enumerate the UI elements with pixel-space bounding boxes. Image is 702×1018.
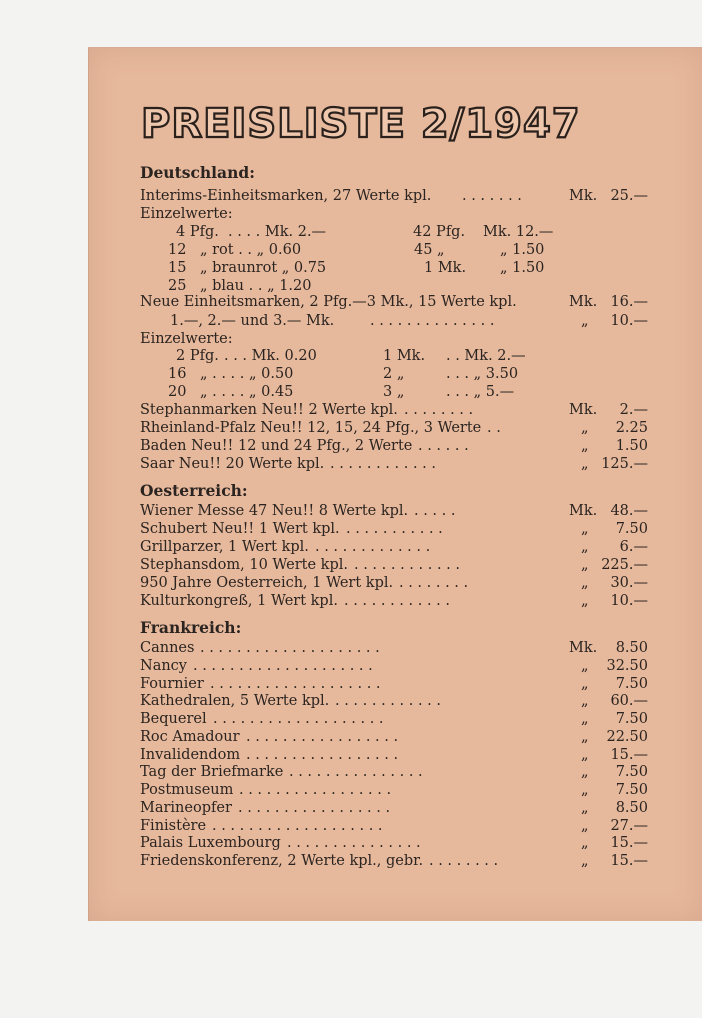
- item-price: 15.—: [610, 835, 648, 852]
- item-label: Invalidendom: [140, 746, 241, 763]
- dot-leader: . . . . . . . . . . . . . . . . . . . .: [200, 640, 380, 656]
- single-values-row: 2 Pfg. . . . Mk. 0.20 1 Mk. . . Mk. 2.—: [176, 348, 526, 364]
- single-values-row: 4 Pfg. . . . . Mk. 2.— 42 Pfg. Mk. 12.—: [176, 224, 554, 240]
- ditto-mark: „: [581, 817, 589, 834]
- dot-leader: . . . . . . . . . . . . . . . . . . . .: [193, 657, 373, 674]
- item-price: 60.—: [610, 693, 648, 710]
- section-heading-deutschland: Deutschland:: [140, 163, 255, 182]
- dot-leader: . . . . . . . . . . . . . . .: [287, 835, 421, 852]
- price-row: [0, 437, 702, 455]
- item-price: 6.—: [619, 539, 648, 555]
- single-values-row: 15 „ braunrot „ 0.75 1 Mk. „ 1.50: [168, 260, 545, 276]
- price-row: [0, 781, 702, 799]
- dot-leader: . . . . .: [414, 503, 456, 519]
- item-price: 1.50: [615, 438, 648, 454]
- item-price: 7.50: [615, 675, 648, 692]
- item-price: 2.25: [615, 420, 648, 436]
- currency-unit: Mk.: [569, 503, 598, 519]
- price-row: Interims-Einheitsmarken, 27 Werte kpl. . . . . . . . Mk. 25.—: [140, 188, 648, 204]
- ditto-mark: „: [581, 853, 589, 869]
- dot-leader: . . . . . . . . . . . . . . . . .: [239, 782, 392, 798]
- ditto-mark: „: [581, 728, 589, 745]
- price-row: [0, 799, 702, 817]
- item-price: 30.—: [610, 575, 648, 591]
- dot-leader: . . . . . . . .: [404, 402, 474, 418]
- single-values-row: 16 „ . . . . „ 0.50 2 „ . . . „ 3.50: [168, 366, 519, 382]
- dot-leader: . . . . . . . . . . . . . . . . . . .: [210, 675, 381, 692]
- item-label: Kulturkongreß, 1 Wert kpl.: [140, 593, 338, 609]
- item-label: Saar Neu!! 20 Werte kpl.: [140, 456, 325, 472]
- subheading-einzelwerte: Einzelwerte:: [140, 206, 233, 222]
- item-label: Schubert Neu!! 1 Wert kpl.: [140, 521, 340, 537]
- item-label: Kathedralen, 5 Werte kpl.: [140, 693, 330, 710]
- single-values-row: 25 „ blau . . „ 1.20: [168, 278, 312, 294]
- price-row: [0, 592, 702, 610]
- price-row: [0, 817, 702, 835]
- price-row: [0, 834, 702, 852]
- dot-leader: . . . . . . . . . . . . . . . . . . .: [213, 711, 384, 727]
- price-row: [0, 746, 702, 764]
- price-row: 1.—, 2.— und 3.— Mk. . . . . . . . . . . . . . . „ 10.—: [170, 313, 648, 329]
- item-price: 8.50: [615, 640, 648, 656]
- price-row: [0, 657, 702, 675]
- dot-leader: . . . . . . . . . . . . . . . . .: [238, 799, 391, 816]
- dot-leader: . . . . . . . . . . .: [346, 521, 443, 537]
- price-row: [0, 852, 702, 870]
- single-values-row: 20 „ . . . . „ 0.45 3 „ . . . „ 5.—: [168, 384, 515, 400]
- price-row: [0, 710, 702, 728]
- ditto-mark: „: [581, 835, 589, 852]
- ditto-mark: „: [581, 521, 589, 537]
- item-label: Postmuseum: [140, 782, 234, 798]
- dot-leader: . .: [487, 420, 501, 436]
- item-label: Tag der Briefmarke: [140, 764, 284, 781]
- ditto-mark: „: [581, 782, 589, 798]
- price-row: [0, 419, 702, 437]
- price-row: [0, 639, 702, 657]
- ditto-mark: „: [581, 675, 589, 692]
- item-label: Bequerel: [140, 711, 207, 727]
- dot-leader: . . . . . . . .: [399, 575, 469, 591]
- item-label: Stephanmarken Neu!! 2 Werte kpl.: [140, 402, 398, 418]
- subheading-einzelwerte: Einzelwerte:: [140, 331, 233, 347]
- ditto-mark: „: [581, 593, 589, 609]
- dot-leader: . . . . . . . . . . . . . . . . .: [246, 728, 399, 745]
- price-row: [0, 763, 702, 781]
- dot-leader: . . . . . . . . . . . .: [354, 557, 461, 573]
- ditto-mark: „: [581, 711, 589, 727]
- item-price: 8.50: [615, 799, 648, 816]
- dot-leader: . . . . . . . . . . . . . . . . .: [246, 746, 399, 763]
- price-row: [0, 455, 702, 473]
- item-label: Palais Luxembourg: [140, 835, 281, 852]
- item-price: 2.—: [619, 402, 648, 418]
- item-price: 7.50: [615, 782, 648, 798]
- item-price: 32.50: [606, 657, 648, 674]
- item-price: 48.—: [610, 503, 648, 519]
- item-price: 27.—: [610, 817, 648, 834]
- dot-leader: . . . . . .: [418, 438, 469, 454]
- price-row: [0, 556, 702, 574]
- item-price: 125.—: [601, 456, 648, 472]
- item-price: 7.50: [615, 764, 648, 781]
- item-price: 22.50: [606, 728, 648, 745]
- price-row: [0, 675, 702, 693]
- item-label: Friedenskonferenz, 2 Werte kpl., gebr.: [140, 853, 424, 869]
- ditto-mark: „: [581, 539, 589, 555]
- dot-leader: . . . . . . . . . . . . .: [315, 539, 431, 555]
- ditto-mark: „: [581, 799, 589, 816]
- item-label: Stephansdom, 10 Werte kpl.: [140, 557, 348, 573]
- dot-leader: . . . . . . . . . . . .: [344, 593, 451, 609]
- ditto-mark: „: [581, 557, 589, 573]
- item-label: Baden Neu!! 12 und 24 Pfg., 2 Werte: [140, 438, 413, 454]
- price-row: [0, 728, 702, 746]
- item-label: Marineopfer: [140, 799, 232, 816]
- currency-unit: Mk.: [569, 402, 598, 418]
- item-label: Fournier: [140, 675, 204, 692]
- item-label: 950 Jahre Oesterreich, 1 Wert kpl.: [140, 575, 394, 591]
- section-heading-oesterreich: Oesterreich:: [140, 481, 248, 500]
- price-row: [0, 401, 702, 419]
- dot-leader: . . . . . . . . . . . . . . . . . . .: [212, 817, 383, 834]
- item-price: 7.50: [615, 711, 648, 727]
- ditto-mark: „: [581, 456, 589, 472]
- item-label: Roc Amadour: [140, 728, 240, 745]
- ditto-mark: „: [581, 438, 589, 454]
- single-values-row: 12 „ rot . . „ 0.60 45 „ „ 1.50: [168, 242, 545, 258]
- dot-leader: . . . . . . . . . . . .: [335, 693, 442, 710]
- item-label: Grillparzer, 1 Wert kpl.: [140, 539, 309, 555]
- item-label: Rheinland-Pfalz Neu!! 12, 15, 24 Pfg., 3 Werte: [140, 420, 482, 436]
- ditto-mark: „: [581, 657, 589, 674]
- item-price: 225.—: [601, 557, 648, 573]
- ditto-mark: „: [581, 764, 589, 781]
- ditto-mark: „: [581, 693, 589, 710]
- price-row: [0, 502, 702, 520]
- item-price: 15.—: [610, 746, 648, 763]
- item-price: 15.—: [610, 853, 648, 869]
- price-row: [0, 692, 702, 710]
- ditto-mark: „: [581, 746, 589, 763]
- item-label: Wiener Messe 47 Neu!! 8 Werte kpl.: [140, 503, 409, 519]
- item-label: Finistère: [140, 817, 207, 834]
- dot-leader: . . . . . . . . . . . . . . .: [289, 764, 423, 781]
- price-row: [0, 538, 702, 556]
- item-price: 10.—: [610, 593, 648, 609]
- dot-leader: . . . . . . . .: [429, 853, 499, 869]
- currency-unit: Mk.: [569, 640, 598, 656]
- ditto-mark: „: [581, 575, 589, 591]
- item-label: Cannes: [140, 640, 195, 656]
- price-row: [0, 574, 702, 592]
- price-row: Neue Einheitsmarken, 2 Pfg.—3 Mk., 15 Werte kpl. Mk. 16.—: [140, 294, 648, 310]
- price-row: [0, 520, 702, 538]
- ditto-mark: „: [581, 420, 589, 436]
- item-label: Nancy: [140, 657, 187, 674]
- item-price: 7.50: [615, 521, 648, 537]
- price-list-title: PREISLISTE 2/1947: [141, 101, 581, 147]
- section-heading-frankreich: Frankreich:: [140, 618, 242, 637]
- dot-leader: . . . . . . . . . . . .: [330, 456, 437, 472]
